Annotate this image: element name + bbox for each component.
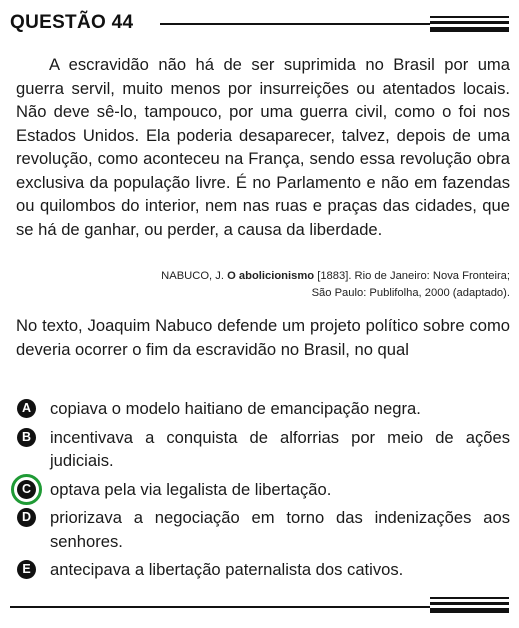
option-c[interactable] <box>16 478 510 502</box>
option-letter-badge: B <box>17 428 36 447</box>
option-text: optava pela via legalista de libertação. <box>50 479 332 499</box>
header-rule <box>160 23 430 25</box>
option-letter-badge: D <box>17 508 36 527</box>
source-passage: A escravidão não há de ser suprimida no Brasil por uma guerra servil, muito menos por insurreições ou atentados locais. Não deve sê-lo, tampouco, por uma guerra civil, como o foi nos Estados Unidos. Ela poderia desaparecer, talvez, depois de uma revolução, como aconteceu na França, sendo essa revolução obra exclusiva da população livre. É no Parlamento e não em fazendas ou quilombos do interior, nem nas ruas e praças das cidades, que se há de ganhar, ou perder, a causa da liberdade. <box>16 55 510 239</box>
citation-publication: [1883]. Rio de Janeiro: Nova Fronteira; <box>317 270 510 282</box>
answer-options <box>16 397 510 587</box>
citation-author: NABUCO, J. <box>161 270 224 282</box>
source-citation <box>90 268 510 302</box>
option-text: priorizava a negociação em torno das indenizações aos senhores. <box>50 508 510 551</box>
question-header <box>10 10 509 38</box>
citation-work: O abolicionismo <box>227 270 315 282</box>
option-e[interactable] <box>16 558 510 582</box>
option-text: antecipava a libertação paternalista dos cativos. <box>50 560 404 579</box>
option-text: incentivava a conquista de alforrias por meio de ações judiciais. <box>50 427 510 470</box>
question-stem: No texto, Joaquim Nabuco defende um projeto político sobre como deveria ocorrer o fim da escravidão no Brasil, no qual <box>16 316 510 359</box>
header-bars-decoration <box>430 16 509 34</box>
question-footer <box>10 597 509 619</box>
option-letter-badge: E <box>17 560 36 579</box>
citation-line-2: São Paulo: Publifolha, 2000 (adaptado). <box>311 287 510 299</box>
footer-rule <box>10 606 430 608</box>
option-b[interactable] <box>16 426 510 473</box>
option-text: copiava o modelo haitiano de emancipação negra. <box>50 399 421 418</box>
option-letter-badge: C <box>17 480 36 499</box>
option-letter-badge: A <box>17 399 36 418</box>
option-a[interactable] <box>16 397 510 421</box>
option-d[interactable] <box>16 506 510 553</box>
question-title: QUESTÃO 44 <box>10 12 134 33</box>
footer-bars-decoration <box>430 597 509 615</box>
citation-line-1 <box>90 268 510 285</box>
